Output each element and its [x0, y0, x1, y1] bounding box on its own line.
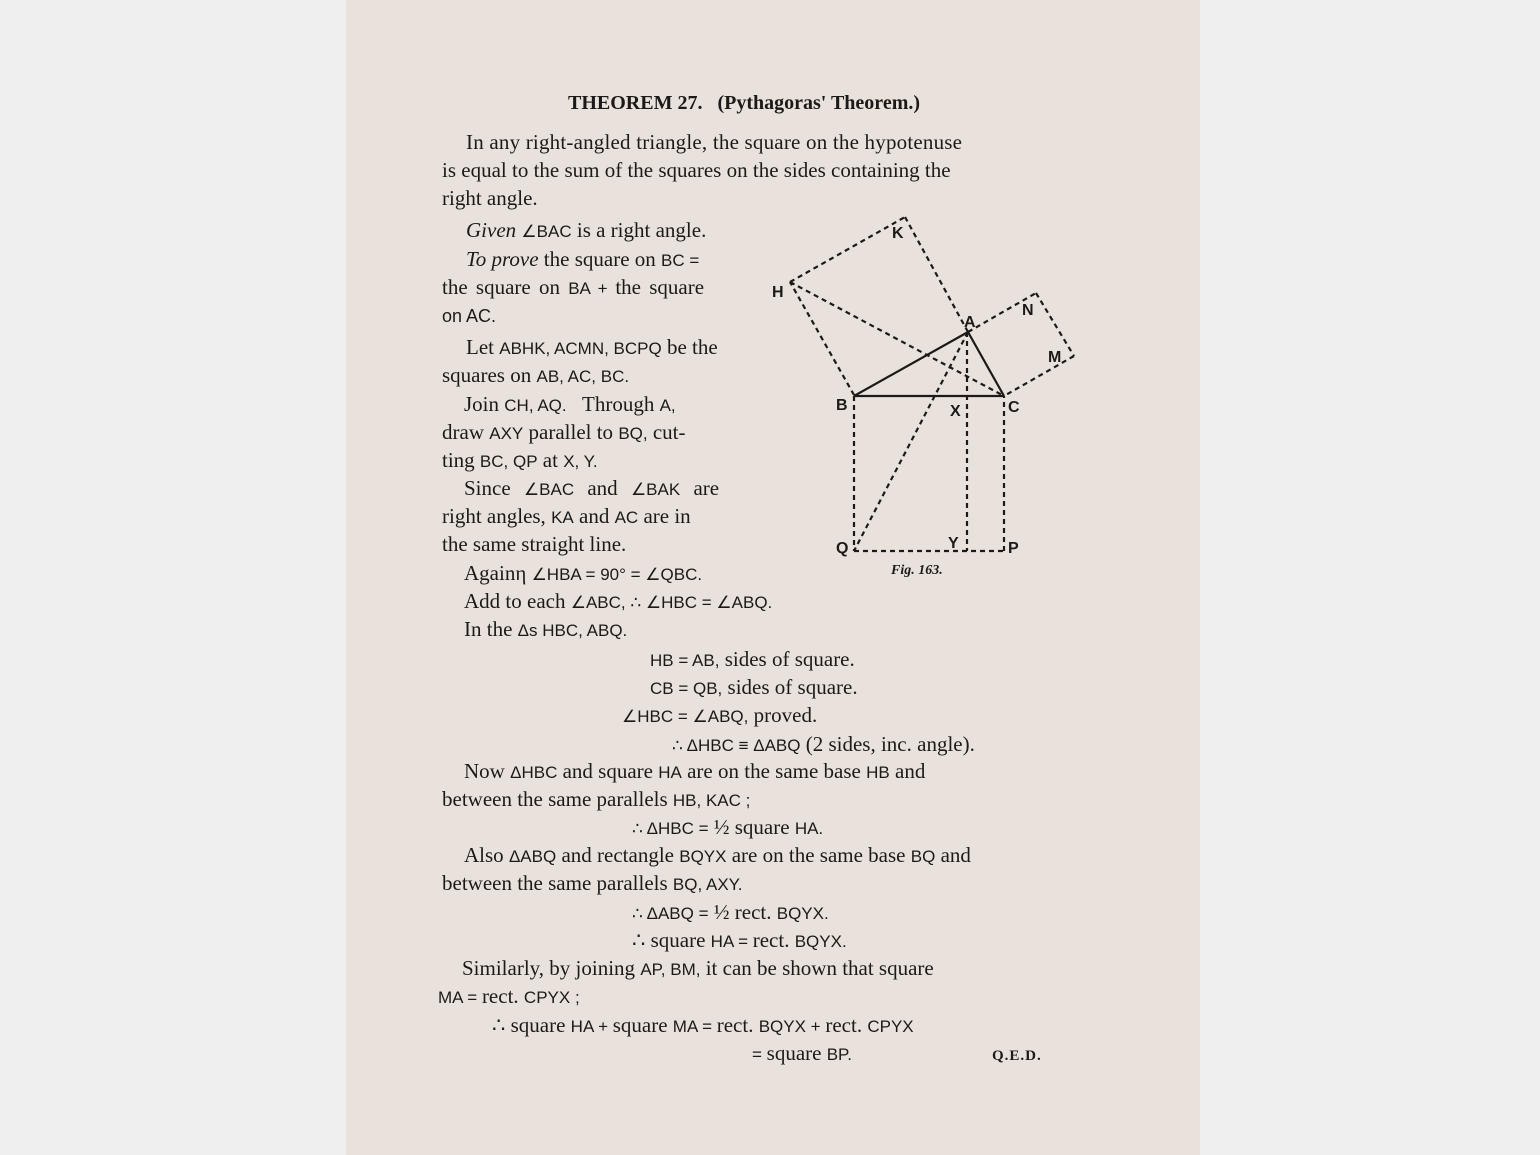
symbol: HA — [658, 763, 682, 782]
symbol: BP. — [826, 1045, 852, 1064]
text: and rectangle — [561, 843, 674, 867]
symbol: ∴ ΔABQ = — [632, 904, 709, 923]
symbol: ∠HBC = ∠ABQ, — [622, 707, 749, 726]
text: squares on — [442, 363, 532, 387]
to-prove-line-3: on AC. — [442, 306, 497, 326]
symbol: CH, AQ. — [504, 396, 567, 415]
symbol: CPYX ; — [523, 988, 580, 1007]
text: Add to each — [464, 589, 566, 613]
text: and — [940, 843, 971, 867]
label-C: C — [1008, 399, 1020, 416]
symbol: CPYX — [867, 1017, 914, 1036]
text: are — [693, 476, 720, 500]
text: be the — [666, 335, 718, 359]
symbol: BQ, AXY. — [672, 875, 743, 894]
symbol: ∴ ΔHBC ≡ ΔABQ — [672, 736, 801, 755]
symbol: ∴ ΔHBC = — [632, 819, 709, 838]
symbol: AP, BM, — [640, 960, 701, 979]
symbol: ABHK, ACMN, BCPQ — [499, 339, 662, 358]
text: and — [895, 759, 926, 783]
text: square — [612, 1013, 668, 1037]
label-M: M — [1048, 349, 1062, 366]
to-prove-text: the square on — [442, 275, 560, 299]
figure-163 — [346, 0, 1200, 1155]
to-prove-text: the square — [615, 275, 705, 299]
text: rect. — [716, 1013, 754, 1037]
text: and — [587, 476, 618, 500]
text: sides of square. — [724, 647, 855, 671]
symbol: HA. — [794, 819, 824, 838]
symbol: = — [752, 1045, 767, 1064]
symbol: BQYX. — [776, 904, 829, 923]
text: right angles, — [442, 504, 546, 528]
text: parallel to — [528, 420, 614, 444]
given-angle: ∠BAC — [521, 222, 572, 241]
label-P: P — [1008, 540, 1019, 557]
to-prove-symbol: BC = — [661, 251, 700, 270]
proof-line-3: the same straight line. — [442, 532, 627, 556]
symbol: ∠BAC — [523, 480, 575, 499]
symbol: CB = QB, — [650, 679, 723, 698]
qed-mark: Q.E.D. — [992, 1048, 1042, 1064]
symbol: ∠ABC, ∴ ∠HBC = ∠ABQ. — [570, 593, 773, 612]
symbol: AXY — [489, 424, 524, 443]
text: Join — [464, 392, 500, 416]
label-A: A — [964, 314, 976, 331]
text: Since — [464, 476, 511, 500]
enunciation-line-1: In any right-angled triangle, the square on the hypotenuse — [466, 130, 963, 154]
label-N: N — [1022, 302, 1034, 319]
symbol: BQ, — [618, 424, 648, 443]
segment-MC — [1004, 356, 1074, 396]
symbol: AC — [614, 508, 639, 527]
text: rect. — [825, 1013, 863, 1037]
symbol: X, Y. — [563, 452, 598, 471]
symbol: BQYX. — [794, 932, 847, 951]
text: Now — [464, 759, 505, 783]
book-page — [346, 0, 1200, 1155]
symbol: BQYX + — [758, 1017, 826, 1036]
figure-caption: Fig. 163. — [891, 563, 943, 578]
enunciation-line-2: is equal to the sum of the squares on the sides containing the — [442, 158, 951, 182]
text: sides of square. — [727, 675, 858, 699]
given-label: Given — [466, 218, 517, 242]
to-prove-text: the square on — [543, 247, 656, 271]
text: Through — [582, 392, 655, 416]
to-prove-label: To prove — [466, 247, 539, 271]
symbol: ∠HBA = 90° = ∠QBC. — [531, 565, 703, 584]
label-B: B — [836, 397, 848, 414]
text: are on the same base — [731, 843, 906, 867]
text: and square — [562, 759, 653, 783]
to-prove-symbol: BA + — [568, 279, 616, 298]
text: Similarly, by joining — [462, 956, 636, 980]
text: draw — [442, 420, 484, 444]
text: at — [542, 448, 558, 472]
text: rect. — [481, 984, 519, 1008]
symbol: HA + — [570, 1017, 613, 1036]
symbol: HB, KAC ; — [672, 791, 751, 810]
text: and — [579, 504, 610, 528]
text: Let — [466, 335, 494, 359]
symbol: BC, QP — [479, 452, 538, 471]
symbol: ∠BAK — [630, 480, 681, 499]
text: cut- — [652, 420, 686, 444]
text: (2 sides, inc. angle). — [805, 732, 975, 756]
theorem-name: (Pythagoras' Theorem.) — [717, 92, 921, 114]
symbol: HA = — [710, 932, 753, 951]
text: Also — [464, 843, 504, 867]
symbol: HB — [866, 763, 890, 782]
theorem-label: THEOREM 27. — [568, 92, 703, 114]
segment-KA — [905, 217, 968, 332]
symbol: ΔABQ — [508, 847, 557, 866]
label-K: K — [892, 225, 904, 242]
text: Againη — [464, 561, 527, 585]
text: ½ square — [713, 815, 790, 839]
segment-NM — [1036, 293, 1074, 356]
segment-AC — [968, 332, 1004, 396]
symbol: Δs HBC, ABQ. — [517, 621, 628, 640]
label-Q: Q — [836, 540, 849, 557]
enunciation-line-3: right angle. — [442, 186, 538, 210]
text: are on the same base — [687, 759, 861, 783]
symbol: AB, AC, BC. — [536, 367, 630, 386]
text: ting — [442, 448, 475, 472]
symbol: BQ — [910, 847, 936, 866]
symbol: HB = AB, — [650, 651, 720, 670]
symbol: KA — [551, 508, 574, 527]
symbol: A, — [659, 396, 676, 415]
text: between the same parallels — [442, 787, 668, 811]
symbol: MA = — [672, 1017, 717, 1036]
label-H: H — [772, 284, 784, 301]
text: between the same parallels — [442, 871, 668, 895]
symbol: MA = — [438, 988, 482, 1007]
label-Y: Y — [948, 535, 959, 552]
symbol: BQYX — [679, 847, 727, 866]
given-text: is a right angle. — [576, 218, 707, 242]
text: rect. — [752, 928, 790, 952]
text: square — [766, 1041, 822, 1065]
label-X: X — [950, 403, 961, 420]
segment-HK — [790, 217, 905, 282]
text: it can be shown that square — [705, 956, 934, 980]
symbol: ΔHBC — [510, 763, 558, 782]
text: are in — [643, 504, 691, 528]
text: ½ rect. — [713, 900, 772, 924]
text: In the — [464, 617, 513, 641]
text: proved. — [753, 703, 818, 727]
text: ∴ square — [632, 928, 706, 952]
text: ∴ square — [492, 1013, 566, 1037]
